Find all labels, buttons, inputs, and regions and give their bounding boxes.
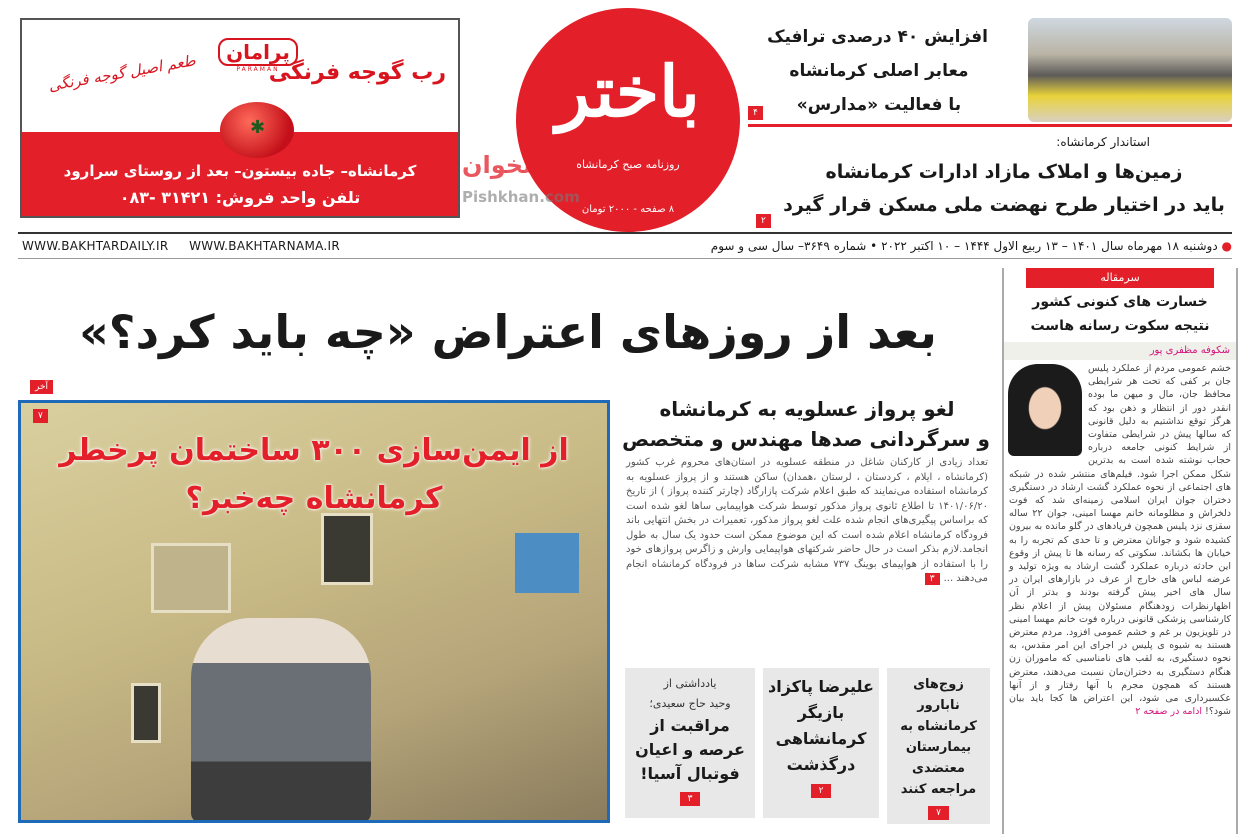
ad-product: رب گوجه فرنگی	[268, 60, 446, 85]
editorial-title	[1004, 290, 1236, 338]
mid-story-headline[interactable]	[624, 394, 990, 454]
ad-slogan: طعم اصیل گوجه فرنگی	[47, 51, 197, 95]
mid-story-body: تعداد زیادی از کارکنان شاغل در منطقه عسلویه در استان‌های محروم غرب کشور (کرمانشاه ، ایلام ، کردستان ، لرستان ،همدان) ساکن هستند و از پرواز عسلویه به کرمانشاه استفاده می‌نمایند که طبق اعلام شرکت پازارگاد (چارتر کننده پرواز ) از تاریخ ۱۴۰۱/۰۶/۲۰ تا اطلاع ثانوی پرواز مذکور توسط شرکت هواپیمایی ساها لغو شده است که براساس پیگیری‌های انجام شده علت لغو پرواز مذکور، تعمیرات در بخش انتهایی باند فرودگاه کرمانشاه اعلام شده است که این موضوع ممکن است حدود یک سال به طول انجامد.لازم بذکر است در حال حاضر شرکتهای هواپیمایی وارش و زاگرس پروازهای خود را با استفاده از هواپیمای بوینگ ۷۳۷ مشابه شرکت ساها در فرودگاه کرمانشاه انجام می‌دهند ...	[626, 457, 989, 584]
headline-line: نتیجه سکوت رسانه هاست	[1030, 318, 1210, 334]
main-headline[interactable]: بعد از روزهای اعتراض «چه باید کرد؟»	[79, 305, 937, 359]
pishkhan-watermark: پیشخوان	[462, 151, 567, 179]
page-tag: ۲	[811, 784, 832, 798]
editorial-column[interactable]	[1002, 268, 1238, 834]
top-story-headline[interactable]	[767, 20, 988, 122]
masthead-price: ۸ صفحه - ۲۰۰۰ تومان	[581, 204, 675, 215]
tomato-image	[220, 102, 294, 158]
ad-phone: تلفن واحد فروش: ۳۱۴۲۱ -۰۸۳	[119, 188, 361, 207]
website-link[interactable]: WWW.BAKHTARDAILY.IR	[22, 239, 169, 253]
ad-brand-name: پرامان	[218, 38, 298, 66]
divider	[748, 124, 1232, 127]
page-tag[interactable]: ۴	[748, 106, 763, 120]
editorial-label: سرمقاله	[1026, 268, 1214, 288]
headline-line: با فعالیت «مدارس»	[796, 95, 962, 115]
website-link[interactable]: WWW.BAKHTARNAMA.IR	[189, 239, 341, 253]
divider	[18, 258, 1232, 259]
window	[131, 683, 161, 743]
page-tag: ۳	[680, 792, 701, 806]
photo-story[interactable]	[18, 400, 610, 823]
teaser-title: مراقبت از عرصه و اعیان فوتبال آسیا!	[635, 716, 745, 783]
teaser-box-infertility[interactable]	[887, 668, 990, 824]
street-sign	[515, 533, 579, 593]
leaf-icon: ✱	[250, 117, 266, 138]
photo-story-headline: از ایمن‌سازی ۳۰۰ ساختمان پرخطر کرمانشاه چه‌خبر؟	[59, 433, 569, 516]
teaser-kicker: وحید حاج سعیدی؛	[649, 697, 731, 710]
headline-line: زمین‌ها و املاک مازاد ادارات کرمانشاه	[825, 161, 1183, 183]
second-story-headline[interactable]	[778, 156, 1230, 222]
dateline-text: دوشنبه ۱۸ مهرماه سال ۱۴۰۱ – ۱۳ ربیع الاول ۱۴۴۴ – ۱۰ اکتبر ۲۰۲۲ • شماره ۳۶۴۹– سال سی و سوم	[710, 239, 1218, 253]
balcony	[151, 543, 231, 613]
dateline	[711, 238, 1232, 254]
headline-line: باید در اختیار طرح نهضت ملی مسکن قرار گیرد	[783, 194, 1225, 216]
page-tag[interactable]: ۷	[33, 409, 48, 423]
teaser-box-football[interactable]	[625, 668, 755, 818]
paraman-advertisement[interactable]	[20, 18, 460, 218]
ad-address: کرمانشاه– جاده بیستون– بعد از روستای سرارود	[63, 162, 417, 180]
teaser-title: زوج‌های نابارور کرمانشاه به بیمارستان معتضدی مراجعه کنند	[900, 677, 977, 797]
continued-link[interactable]: ادامه در صفحه ۲	[1135, 706, 1203, 718]
headline-line: معابر اصلی کرمانشاه	[789, 61, 969, 81]
author-portrait	[1008, 364, 1082, 456]
pishkhan-watermark-site: Pishkhan.com	[462, 188, 580, 206]
second-story-kicker: استاندار کرمانشاه:	[1056, 135, 1150, 149]
page-tag[interactable]: ۲	[756, 214, 771, 228]
traffic-photo[interactable]	[1028, 18, 1232, 122]
page-tag[interactable]: ۳	[925, 573, 940, 585]
divider	[18, 232, 1232, 234]
ad-brand-logo	[218, 38, 298, 73]
headline-line: لغو پرواز عسلویه به کرمانشاه	[659, 397, 955, 421]
page-tag[interactable]: آخر	[30, 380, 53, 394]
bullet-icon: ●	[1217, 239, 1232, 253]
editorial-author: شکوفه مظفری پور	[1004, 342, 1236, 360]
headline-line: افزایش ۴۰ درصدی ترافیک	[767, 27, 988, 47]
teaser-title: علیرضا پاکزاد بازیگر کرمانشاهی درگذشت	[768, 677, 874, 774]
masthead-name: باختر	[556, 50, 700, 133]
headline-line: و سرگردانی صدها مهندس و متخصص	[622, 427, 990, 451]
ad-brand-latin: PARAMAN	[236, 66, 280, 73]
masthead-subtitle: روزنامه صبح کرمانشاه	[576, 158, 680, 171]
editorial-text: خشم عمومی مردم از عملکرد پلیس جان بر کفی که تحت هر شرایطی محافظ جان، مال و میهن ما بوده انقدر دور از انتظار و ذهن بود که هرگز توقع نداشتیم به دلیل قانونی که سالها پیش در شرایطی متفاوت از شرایط کنونی جامعه درباره حجاب نوشته شده است به بدترین شکل ممکن اجرا شود. فیلم‌های منتشر شده در شبکه های اجتماعی از نحوه عملکرد گشت ارشاد در دستگیری دختران جوان ایران اسلامی زمینه‌ای شد که فوت دلخراش و مظلومانه خانم مهسا امینی، جوان ۲۲ ساله سقزی نزد پلیس همچون فریادهای در گلو مانده به بیرون کشیده شود و جوانان معترض و تا حدی کم تجربه را به خیابان ها بکشاند. سکوتی که رسانه ها تا پیش از وقوع این حادثه درباره عملکرد گشت ارشاد به ویژه تولید و عرضه لباس های خارج از عرف در بازارهای ایران در سال های اخیر پیش گرفته بودند و بدتر از آن اظهارنظرات زودهنگام مسئولان پیش از اعلام نظر کارشناسی پزشکی قانونی درباره فوت خانم مهسا امینی در تلویزیون بر غم و خشم عمومی افزود. مردم معترض هستند به شیوه ی پلیس در اجرای این امر مقدس، به نحوه دستگیری، به لقب های نامناسبی که ماموران زن هنگام دستگیری به دختران‌مان نسبت می‌دهند، معترض هستند که همچون مجرم با آنها رفتار و از آنها عکسبرداری می شود، این اعتراض ها کجا باید بیان شود؟!	[1009, 363, 1231, 718]
teaser-box-pakzad[interactable]	[763, 668, 879, 818]
page-tag: ۷	[928, 806, 949, 820]
window	[321, 513, 373, 585]
websites	[22, 238, 340, 254]
headline-line: خسارت های کنونی کشور	[1032, 294, 1208, 310]
elderly-man-photo	[191, 618, 371, 823]
teaser-kicker: یادداشتی از	[663, 677, 717, 690]
mid-story	[626, 456, 988, 587]
